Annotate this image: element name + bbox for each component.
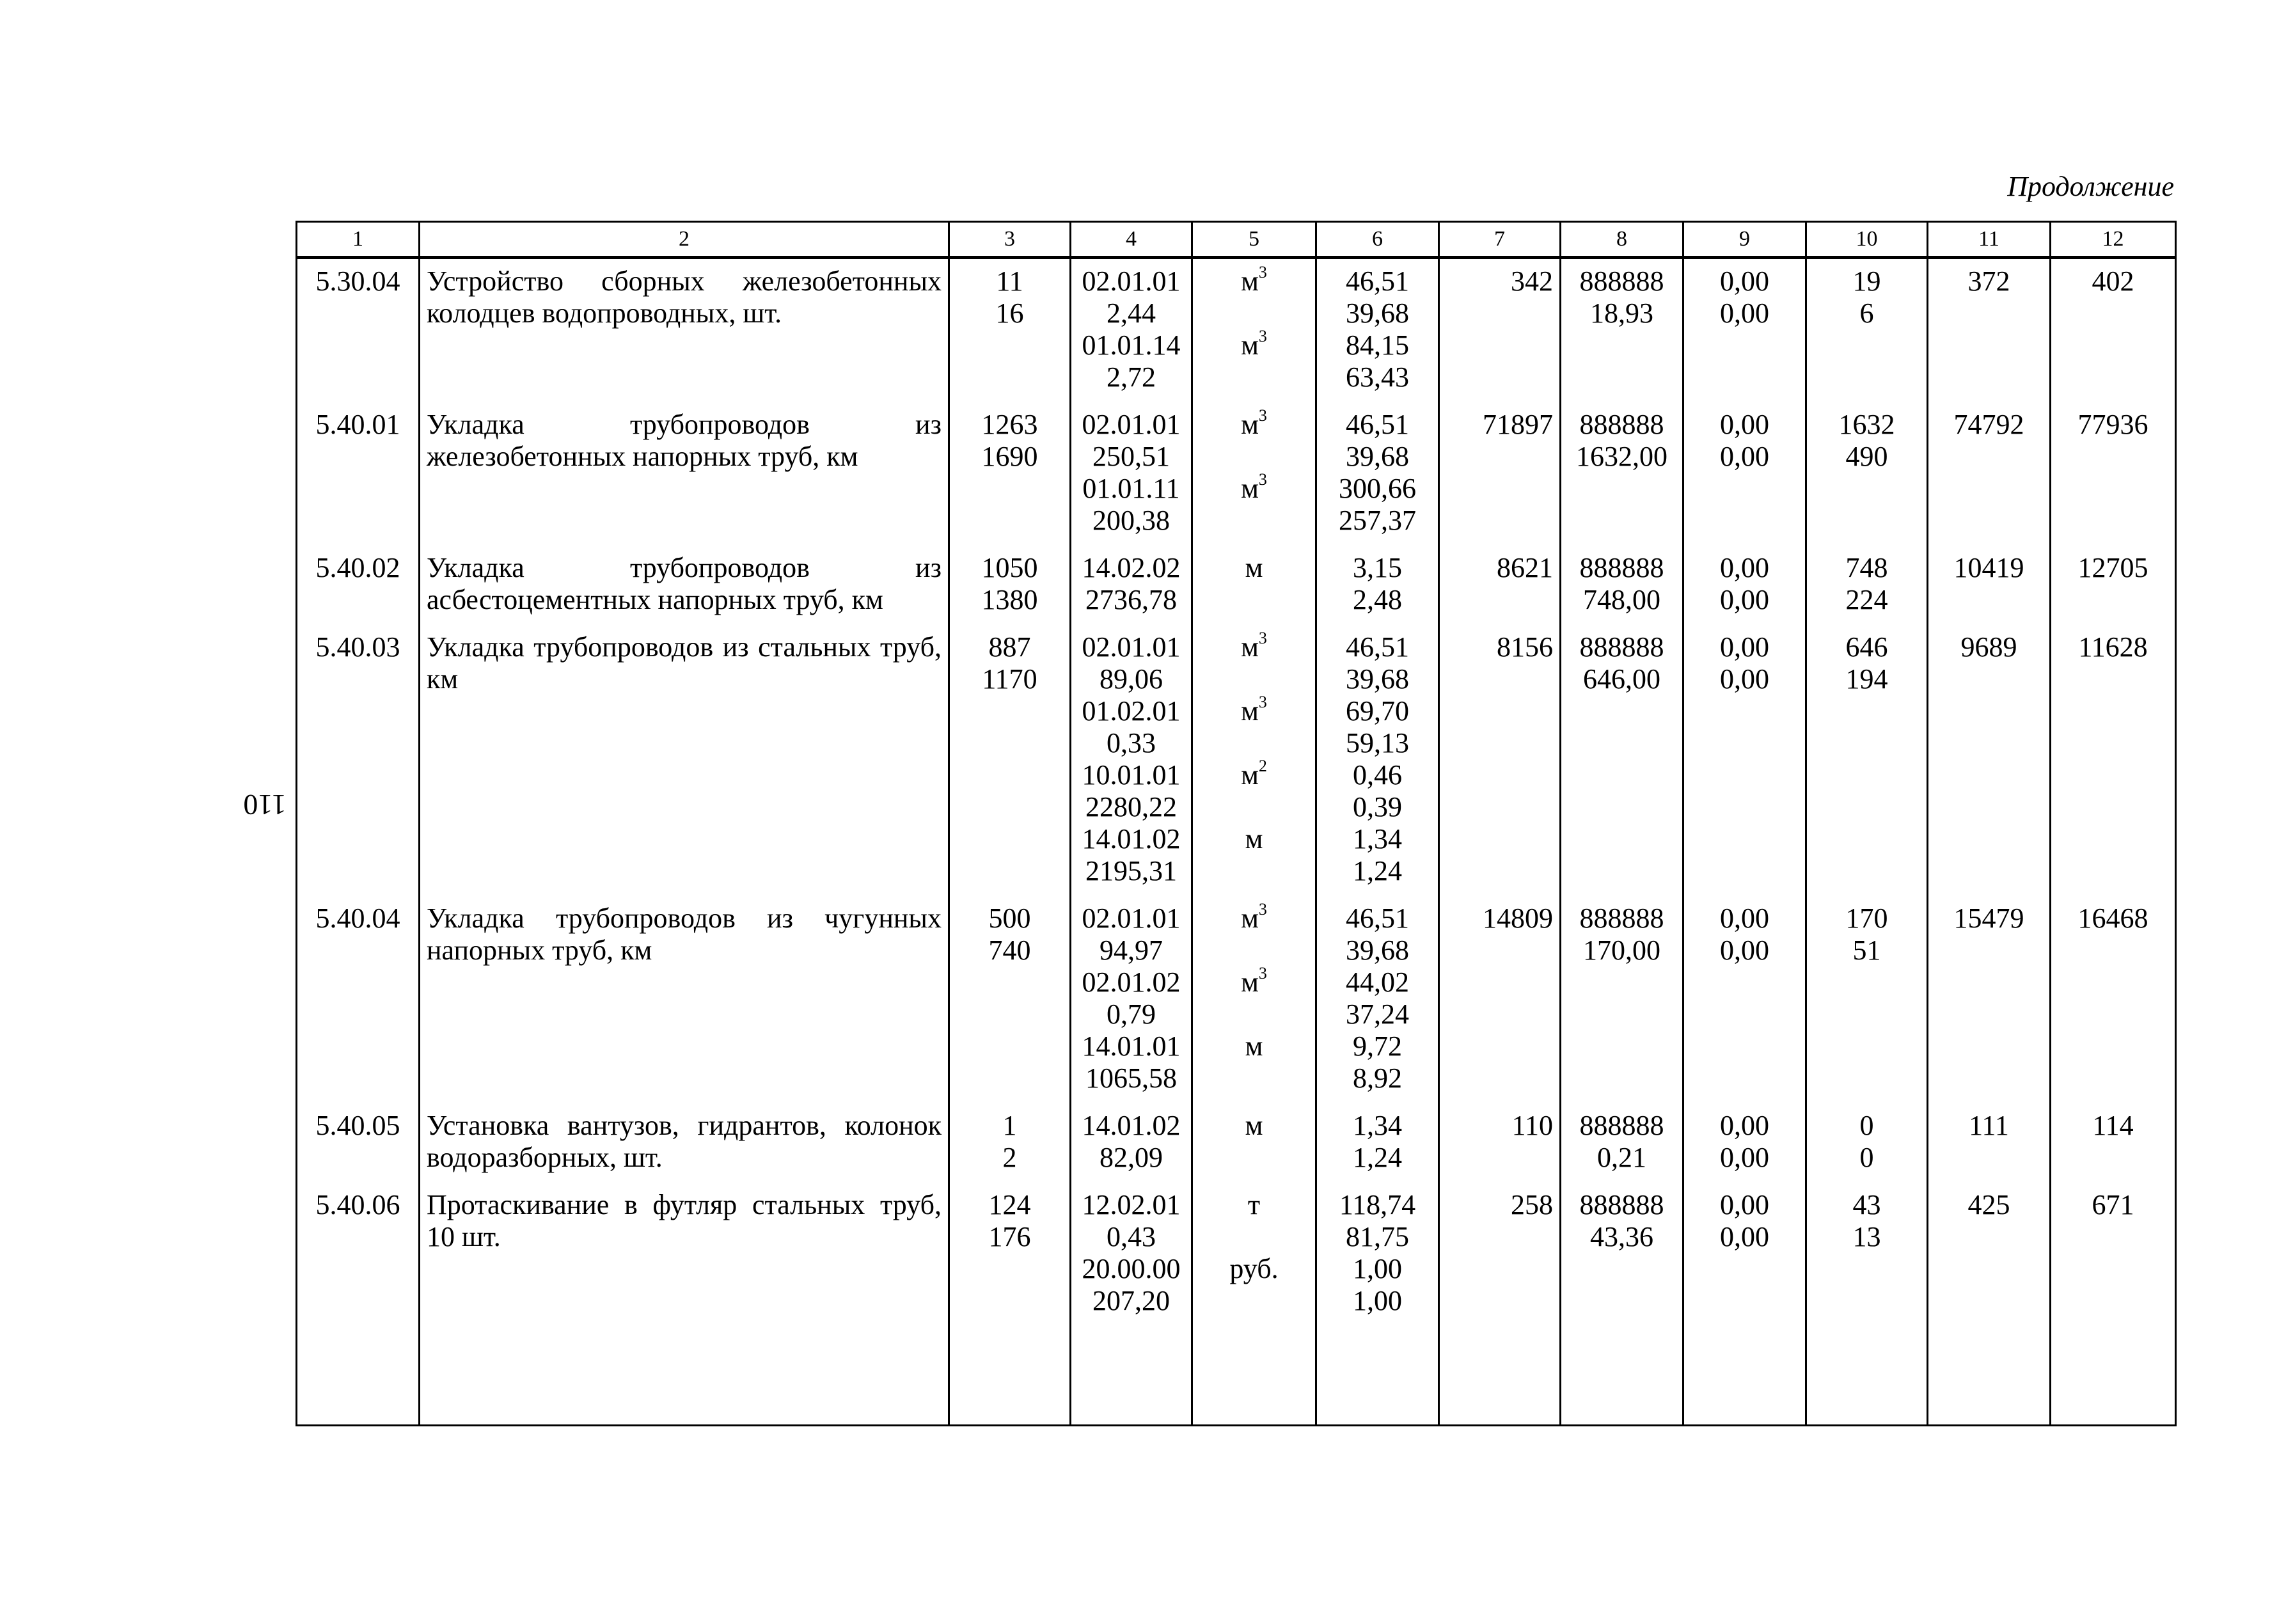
cell-line: 6 [1859, 297, 1874, 329]
table-row [297, 1183, 2176, 1326]
col8-values [1561, 896, 1683, 1103]
unit-exponent: 3 [1258, 900, 1267, 918]
cell-line: 888888 [1579, 631, 1664, 663]
unit-text: м [1245, 552, 1263, 583]
empty-cell [1561, 1326, 1683, 1426]
col8-values [1561, 258, 1683, 403]
cell-line: 1,34 [1353, 1110, 1402, 1141]
unit [1199, 695, 1309, 759]
unit [1199, 823, 1309, 887]
cell-line: 300,66 [1339, 473, 1416, 504]
column-header-4: 4 [1071, 222, 1192, 258]
empty-cell [1071, 1326, 1192, 1426]
col9-values [1683, 1103, 1806, 1183]
cell-line: 888888 [1579, 409, 1664, 440]
cell-line: 118,74 [1339, 1189, 1416, 1220]
cell-line: 18,93 [1590, 297, 1653, 329]
col3-values [949, 896, 1071, 1103]
col8-values [1561, 625, 1683, 896]
cell-line: 14.01.02 [1082, 1110, 1181, 1141]
cell-line: 01.02.01 [1082, 695, 1181, 727]
quantities [1316, 896, 1439, 1103]
col10-values [1806, 625, 1928, 896]
cell-line: 0,46 [1353, 759, 1402, 791]
cell-line: 2,44 [1107, 297, 1156, 329]
item-code: 5.30.04 [297, 258, 420, 403]
cell-line: 94,97 [1100, 934, 1163, 966]
cell-line: 1632 [1838, 409, 1895, 440]
cell-line: 1263 [981, 409, 1038, 440]
item-description: Укладка трубопроводов из асбестоцементных напорных труб, км [420, 546, 949, 625]
col3-values [949, 402, 1071, 546]
cell-line: 1632,00 [1576, 441, 1667, 472]
cell-line: 1,24 [1353, 1142, 1402, 1173]
cell-line: 13 [1852, 1221, 1881, 1252]
units [1192, 258, 1316, 403]
cell-line: 14.02.02 [1082, 552, 1181, 583]
col12-value: 114 [2051, 1103, 2176, 1183]
unit-text: м [1241, 695, 1259, 727]
quantities [1316, 1183, 1439, 1326]
col7-value: 342 [1439, 258, 1561, 403]
unit-text: м [1245, 823, 1263, 855]
item-code: 5.40.01 [297, 402, 420, 546]
cell-line: 170 [1845, 903, 1888, 934]
unit-exponent: 3 [1258, 263, 1267, 281]
column-header-9: 9 [1683, 222, 1806, 258]
cell-line: 1,00 [1353, 1285, 1402, 1316]
unit-exponent: 3 [1258, 964, 1267, 982]
page-number: 110 [243, 789, 287, 821]
unit-text: м [1245, 1030, 1263, 1062]
resource-table [296, 221, 2177, 1426]
cell-line: 20.00.00 [1082, 1253, 1181, 1284]
col7-value: 71897 [1439, 402, 1561, 546]
table-row [297, 896, 2176, 1103]
col9-values [1683, 546, 1806, 625]
cell-line: 646,00 [1583, 663, 1660, 695]
cell-line: 0,00 [1720, 441, 1769, 472]
cell-line: 1380 [981, 584, 1038, 615]
col7-value: 8156 [1439, 625, 1561, 896]
units [1192, 1103, 1316, 1183]
cell-line: 10.01.01 [1082, 759, 1181, 791]
item-code: 5.40.02 [297, 546, 420, 625]
cell-line: 0,00 [1720, 663, 1769, 695]
unit-text: м [1245, 1110, 1263, 1141]
unit [1199, 631, 1309, 695]
item-code: 5.40.05 [297, 1103, 420, 1183]
col10-values [1806, 1103, 1928, 1183]
cell-line: 59,13 [1346, 727, 1409, 759]
cell-line: 11 [996, 265, 1023, 297]
cell-line: 01.01.11 [1082, 473, 1180, 504]
cell-line: 1170 [982, 663, 1037, 695]
unit-exponent: 2 [1258, 757, 1267, 775]
cell-line: 02.01.01 [1082, 265, 1181, 297]
unit [1199, 552, 1309, 616]
resource-codes [1071, 1183, 1192, 1326]
resource-codes [1071, 546, 1192, 625]
col9-values [1683, 896, 1806, 1103]
empty-cell [297, 1326, 420, 1426]
units [1192, 1183, 1316, 1326]
cell-line: 39,68 [1346, 297, 1409, 329]
cell-line: 124 [988, 1189, 1031, 1220]
cell-line: 2,48 [1353, 584, 1402, 615]
cell-line: 63,43 [1346, 361, 1409, 393]
cell-line: 224 [1845, 584, 1888, 615]
col8-values [1561, 1103, 1683, 1183]
unit-text: м [1241, 903, 1259, 934]
column-header-3: 3 [949, 222, 1071, 258]
cell-line: 8,92 [1353, 1062, 1402, 1094]
col8-values [1561, 546, 1683, 625]
column-header-2: 2 [420, 222, 949, 258]
cell-line: 2195,31 [1085, 855, 1177, 887]
unit-text: руб. [1229, 1253, 1279, 1284]
col10-values [1806, 402, 1928, 546]
cell-line: 43 [1852, 1189, 1881, 1220]
col7-value: 258 [1439, 1183, 1561, 1326]
col12-value: 77936 [2051, 402, 2176, 546]
resource-codes [1071, 896, 1192, 1103]
col3-values [949, 546, 1071, 625]
units [1192, 896, 1316, 1103]
col3-values [949, 625, 1071, 896]
column-header-12: 12 [2051, 222, 2176, 258]
item-description: Протаскивание в футляр стальных труб, 10 шт. [420, 1183, 949, 1326]
cell-line: 0,00 [1720, 631, 1769, 663]
unit [1199, 406, 1309, 473]
unit-text: м [1241, 966, 1259, 998]
unit-exponent: 3 [1258, 629, 1267, 647]
cell-line: 12.02.01 [1082, 1189, 1181, 1220]
cell-line: 1,00 [1353, 1253, 1402, 1284]
cell-line: 888888 [1579, 552, 1664, 583]
table-row [297, 546, 2176, 625]
col3-values [949, 1103, 1071, 1183]
cell-line: 1 [1002, 1110, 1017, 1141]
cell-line: 207,20 [1092, 1285, 1170, 1316]
column-header-5: 5 [1192, 222, 1316, 258]
item-code: 5.40.03 [297, 625, 420, 896]
cell-line: 19 [1852, 265, 1881, 297]
unit [1199, 966, 1309, 1030]
col12-value: 11628 [2051, 625, 2176, 896]
col7-value: 14809 [1439, 896, 1561, 1103]
unit-exponent: 3 [1258, 406, 1267, 425]
unit [1199, 470, 1309, 537]
cell-line: 646 [1845, 631, 1888, 663]
cell-line: 9,72 [1353, 1030, 1402, 1062]
units [1192, 402, 1316, 546]
col8-values [1561, 402, 1683, 546]
resource-codes [1071, 625, 1192, 896]
unit [1199, 1189, 1309, 1253]
cell-line: 46,51 [1346, 409, 1409, 440]
cell-line: 748,00 [1583, 584, 1660, 615]
units [1192, 625, 1316, 896]
col9-values [1683, 258, 1806, 403]
col11-value: 425 [1928, 1183, 2051, 1326]
col9-values [1683, 1183, 1806, 1326]
cell-line: 490 [1845, 441, 1888, 472]
cell-line: 43,36 [1590, 1221, 1653, 1252]
cell-line: 46,51 [1346, 265, 1409, 297]
unit-text: т [1247, 1189, 1261, 1220]
unit [1199, 329, 1309, 393]
quantities [1316, 546, 1439, 625]
column-header-8: 8 [1561, 222, 1683, 258]
col12-value: 671 [2051, 1183, 2176, 1326]
cell-line: 0,33 [1107, 727, 1156, 759]
cell-line: 1,24 [1353, 855, 1402, 887]
cell-line: 887 [988, 631, 1031, 663]
cell-line: 888888 [1579, 265, 1664, 297]
cell-line: 81,75 [1346, 1221, 1409, 1252]
cell-line: 14.01.02 [1082, 823, 1181, 855]
cell-line: 89,06 [1100, 663, 1163, 695]
col3-values [949, 1183, 1071, 1326]
cell-line: 0,00 [1720, 1221, 1769, 1252]
cell-line: 0,00 [1720, 552, 1769, 583]
quantities [1316, 1103, 1439, 1183]
cell-line: 194 [1845, 663, 1888, 695]
unit-text: м [1241, 631, 1259, 663]
unit [1199, 1030, 1309, 1094]
quantities [1316, 402, 1439, 546]
cell-line: 0,00 [1720, 934, 1769, 966]
cell-line: 02.01.01 [1082, 903, 1181, 934]
cell-line: 0 [1859, 1110, 1874, 1141]
filler-row [297, 1326, 2176, 1426]
col8-values [1561, 1183, 1683, 1326]
empty-cell [1928, 1326, 2051, 1426]
continuation-label: Продолжение [2007, 171, 2174, 202]
col11-value: 74792 [1928, 402, 2051, 546]
col7-value: 8621 [1439, 546, 1561, 625]
resource-codes [1071, 258, 1192, 403]
item-description: Установка вантузов, гидрантов, колонок водоразборных, шт. [420, 1103, 949, 1183]
empty-cell [1439, 1326, 1561, 1426]
item-description: Укладка трубопроводов из чугунных напорных труб, км [420, 896, 949, 1103]
col11-value: 111 [1928, 1103, 2051, 1183]
cell-line: 0,00 [1720, 1110, 1769, 1141]
col7-value: 110 [1439, 1103, 1561, 1183]
table-row [297, 258, 2176, 403]
col3-values [949, 258, 1071, 403]
item-description: Укладка трубопроводов из железобетонных напорных труб, км [420, 402, 949, 546]
cell-line: 888888 [1579, 1110, 1664, 1141]
item-description: Укладка трубопроводов из стальных труб, км [420, 625, 949, 896]
cell-line: 69,70 [1346, 695, 1409, 727]
cell-line: 0,79 [1107, 998, 1156, 1030]
cell-line: 0,43 [1107, 1221, 1156, 1252]
col10-values [1806, 546, 1928, 625]
cell-line: 3,15 [1353, 552, 1402, 583]
col9-values [1683, 625, 1806, 896]
units [1192, 546, 1316, 625]
unit-text: м [1241, 473, 1259, 504]
cell-line: 0,21 [1597, 1142, 1646, 1173]
cell-line: 84,15 [1346, 329, 1409, 361]
empty-cell [2051, 1326, 2176, 1426]
unit-text: м [1241, 409, 1259, 440]
unit [1199, 900, 1309, 966]
col11-value: 10419 [1928, 546, 2051, 625]
cell-line: 82,09 [1100, 1142, 1163, 1173]
cell-line: 1,34 [1353, 823, 1402, 855]
unit [1199, 265, 1309, 329]
unit-text: м [1241, 265, 1259, 297]
column-header-7: 7 [1439, 222, 1561, 258]
cell-line: 200,38 [1092, 505, 1170, 536]
cell-line: 1065,58 [1085, 1062, 1177, 1094]
col11-value: 372 [1928, 258, 2051, 403]
cell-line: 0,00 [1720, 265, 1769, 297]
cell-line: 1690 [981, 441, 1038, 472]
cell-line: 0,00 [1720, 1142, 1769, 1173]
cell-line: 0,00 [1720, 903, 1769, 934]
column-header-11: 11 [1928, 222, 2051, 258]
cell-line: 2 [1002, 1142, 1017, 1173]
cell-line: 250,51 [1092, 441, 1170, 472]
cell-line: 16 [995, 297, 1024, 329]
cell-line: 39,68 [1346, 663, 1409, 695]
col11-value: 15479 [1928, 896, 2051, 1103]
cell-line: 0,39 [1353, 791, 1402, 823]
table-row [297, 1103, 2176, 1183]
cell-line: 1050 [981, 552, 1038, 583]
empty-cell [1192, 1326, 1316, 1426]
column-header-1: 1 [297, 222, 420, 258]
cell-line: 0,00 [1720, 584, 1769, 615]
resource-codes [1071, 1103, 1192, 1183]
table-row [297, 625, 2176, 896]
empty-cell [949, 1326, 1071, 1426]
cell-line: 888888 [1579, 903, 1664, 934]
quantities [1316, 258, 1439, 403]
cell-line: 01.01.14 [1082, 329, 1181, 361]
table-body [297, 258, 2176, 1426]
cell-line: 46,51 [1346, 631, 1409, 663]
empty-cell [1683, 1326, 1806, 1426]
cell-line: 500 [988, 903, 1031, 934]
cell-line: 39,68 [1346, 441, 1409, 472]
cell-line: 748 [1845, 552, 1888, 583]
cell-line: 888888 [1579, 1189, 1664, 1220]
cell-line: 02.01.01 [1082, 631, 1181, 663]
cell-line: 170,00 [1583, 934, 1660, 966]
cell-line: 44,02 [1346, 966, 1409, 998]
quantities [1316, 625, 1439, 896]
item-description: Устройство сборных железобетонных колодцев водопроводных, шт. [420, 258, 949, 403]
cell-line: 0,00 [1720, 297, 1769, 329]
cell-line: 46,51 [1346, 903, 1409, 934]
col10-values [1806, 1183, 1928, 1326]
unit-exponent: 3 [1258, 693, 1267, 711]
cell-line: 02.01.01 [1082, 409, 1181, 440]
col12-value: 16468 [2051, 896, 2176, 1103]
col9-values [1683, 402, 1806, 546]
empty-cell [1806, 1326, 1928, 1426]
cell-line: 39,68 [1346, 934, 1409, 966]
col12-value: 402 [2051, 258, 2176, 403]
cell-line: 37,24 [1346, 998, 1409, 1030]
empty-cell [420, 1326, 949, 1426]
unit-exponent: 3 [1258, 327, 1267, 345]
table-row [297, 402, 2176, 546]
unit [1199, 759, 1309, 823]
cell-line: 0,00 [1720, 1189, 1769, 1220]
column-header-10: 10 [1806, 222, 1928, 258]
item-code: 5.40.04 [297, 896, 420, 1103]
header-row [297, 222, 2176, 258]
column-header-6: 6 [1316, 222, 1439, 258]
unit-text: м [1241, 759, 1259, 791]
cell-line: 14.01.01 [1082, 1030, 1181, 1062]
unit-exponent: 3 [1258, 470, 1267, 489]
col12-value: 12705 [2051, 546, 2176, 625]
cell-line: 176 [988, 1221, 1031, 1252]
cell-line: 02.01.02 [1082, 966, 1181, 998]
cell-line: 257,37 [1339, 505, 1416, 536]
cell-line: 0,00 [1720, 409, 1769, 440]
col11-value: 9689 [1928, 625, 2051, 896]
cell-line: 2,72 [1107, 361, 1156, 393]
empty-cell [1316, 1326, 1439, 1426]
cell-line: 2280,22 [1085, 791, 1177, 823]
unit-text: м [1241, 329, 1259, 361]
item-code: 5.40.06 [297, 1183, 420, 1326]
cell-line: 740 [988, 934, 1031, 966]
cell-line: 2736,78 [1085, 584, 1177, 615]
cell-line: 0 [1859, 1142, 1874, 1173]
cell-line: 51 [1852, 934, 1881, 966]
unit [1199, 1110, 1309, 1174]
col10-values [1806, 258, 1928, 403]
col10-values [1806, 896, 1928, 1103]
unit [1199, 1253, 1309, 1317]
resource-codes [1071, 402, 1192, 546]
